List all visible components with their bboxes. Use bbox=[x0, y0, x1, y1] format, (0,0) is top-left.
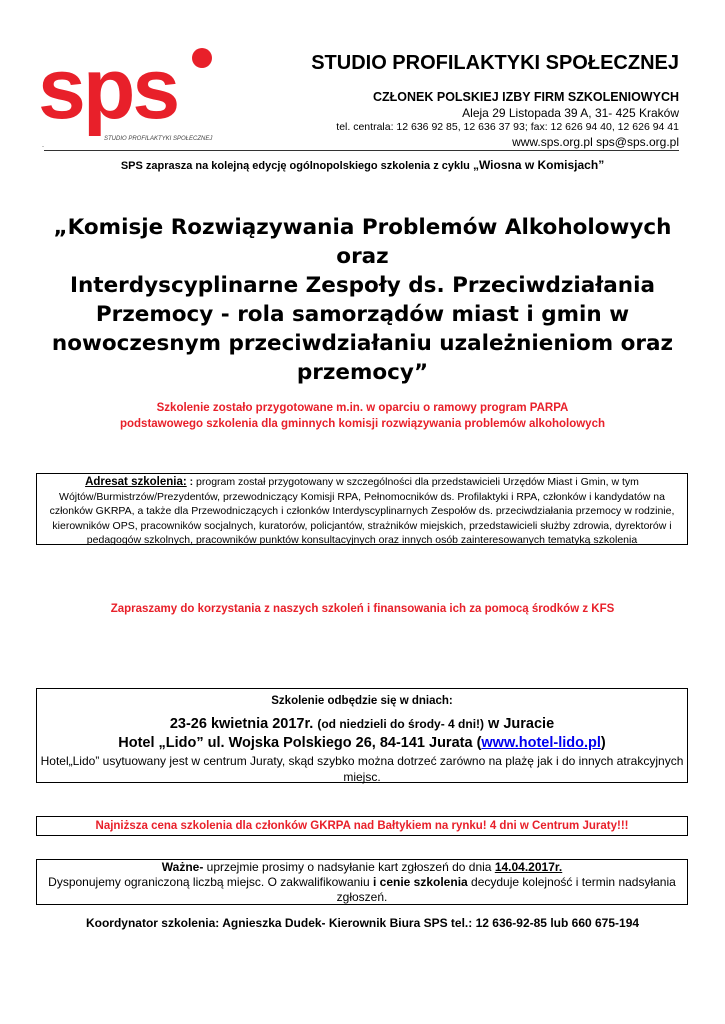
audience-sep: : bbox=[186, 476, 197, 488]
hotel-line bbox=[37, 734, 687, 753]
hotel-description: Hotel„Lido” usytuowany jest w centrum Juraty, skąd szybko można dotrzeć zarówno na plażę jak i do innych atrakcyjnych miejsc. bbox=[40, 754, 684, 784]
important-emphasis: i cenie szkolenia bbox=[372, 875, 468, 889]
audience-label: Adresat szkolenia: bbox=[85, 476, 187, 488]
margin-mark: - bbox=[42, 144, 44, 150]
date-place: w Juracie bbox=[484, 716, 555, 732]
audience-text: program został przygotowany w szczególności dla przedstawicieli Urzędów Miast i Gmin, w tym Wójtów/Burmistrzów/Prezydentów, przewodniczący Komisji RPA, Pełnomocników ds. Profilaktyki i RPA, członków i kandydatów na członków GKRPA, a także dla Przewodniczących i członków Interdyscyplinarnych Zespołów ds. przeciwdziałania przemocy w rodzinie, kierowników OPS, pracowników socjalnych, kuratorów, policjantów, strażników miejskich, przedstawicieli służby zdrowia, dyrektorów i pedagogów szkolnych, pracowników punktów konsultacyjnych oraz innych osób zainteresowanych tematyką szkolenia bbox=[49, 476, 675, 547]
price-note: Najniższa cena szkolenia dla członków GKRPA nad Bałtykiem na rynku! 4 dni w Centrum Juraty!!! bbox=[95, 820, 629, 832]
org-phones: tel. centrala: 12 636 92 85, 12 636 37 93; fax: 12 626 94 40, 12 626 94 41 bbox=[336, 121, 679, 133]
dates-main bbox=[37, 715, 687, 734]
invite-series: „Wiosna w Komisjach” bbox=[472, 158, 605, 172]
title-line: przemocy” bbox=[296, 360, 429, 385]
header-divider bbox=[44, 150, 679, 151]
org-membership: CZŁONEK POLSKIEJ IZBY FIRM SZKOLENIOWYCH bbox=[372, 90, 679, 104]
parpa-note-line: podstawowego szkolenia dla gminnych komisji rozwiązywania problemów alkoholowych bbox=[119, 418, 605, 430]
hotel-link[interactable]: www.hotel-lido.pl bbox=[481, 735, 601, 751]
logo-dot bbox=[192, 48, 212, 68]
dates-box bbox=[36, 688, 688, 783]
training-title bbox=[40, 213, 685, 387]
audience-box bbox=[36, 473, 688, 545]
invite-line bbox=[0, 158, 725, 172]
important-text2: Dysponujemy ograniczoną liczbą miejsc. O zakwalifikowaniu bbox=[48, 875, 373, 889]
important-text3: decyduje kolejność i termin nadsyłania zgłoszeń. bbox=[336, 875, 676, 904]
hotel-address: Hotel „Lido” ul. Wojska Polskiego 26, 84-141 Jurata ( bbox=[118, 735, 482, 751]
parpa-note-line: Szkolenie zostało przygotowane m.in. w oparciu o ramowy program PARPA bbox=[156, 402, 569, 414]
sps-logo bbox=[38, 41, 213, 151]
coordinator-line: Koordynator szkolenia: Agnieszka Dudek- Kierownik Biura SPS tel.: 12 636-92-85 lub 660 675-194 bbox=[85, 916, 640, 930]
org-title: STUDIO PROFILAKTYKI SPOŁECZNEJ bbox=[311, 52, 679, 74]
logo-tagline: STUDIO PROFILAKTYKI SPOŁECZNEJ bbox=[104, 136, 213, 142]
title-line: Interdyscyplinarne Zespoły ds. Przeciwdziałania bbox=[70, 273, 655, 298]
logo-text: sps bbox=[38, 41, 178, 137]
important-label: Ważne- bbox=[161, 860, 204, 874]
important-box bbox=[36, 859, 688, 905]
dates-lead: Szkolenie odbędzie się w dniach: bbox=[271, 695, 453, 707]
price-note-box bbox=[36, 816, 688, 836]
important-deadline: 14.04.2017r. bbox=[494, 860, 563, 874]
important-text: uprzejmie prosimy o nadsyłanie kart zgłoszeń do dnia bbox=[203, 860, 495, 874]
important-line2 bbox=[37, 875, 687, 905]
invite-text: SPS zaprasza na kolejną edycję ogólnopolskiego szkolenia z cyklu bbox=[120, 160, 473, 172]
parpa-note bbox=[30, 400, 695, 432]
org-web-email: www.sps.org.pl sps@sps.org.pl bbox=[512, 135, 679, 149]
title-line: Przemocy - rola samorządów miast i gmin w bbox=[95, 302, 630, 327]
date-range-note: (od niedzieli do środy- 4 dni!) bbox=[317, 717, 485, 731]
title-line: nowoczesnym przeciwdziałaniu uzależnieniom oraz bbox=[51, 331, 674, 356]
hotel-end: ) bbox=[600, 735, 606, 751]
date-range: 23-26 kwietnia 2017r. bbox=[169, 716, 318, 732]
kfs-note: Zapraszamy do korzystania z naszych szkoleń i finansowania ich za pomocą środków z KFS bbox=[110, 603, 615, 615]
important-line1 bbox=[37, 860, 687, 875]
org-address: Aleja 29 Listopada 39 A, 31- 425 Kraków bbox=[462, 106, 679, 120]
title-line: „Komisje Rozwiązywania Problemów Alkoholowych oraz bbox=[53, 215, 672, 269]
